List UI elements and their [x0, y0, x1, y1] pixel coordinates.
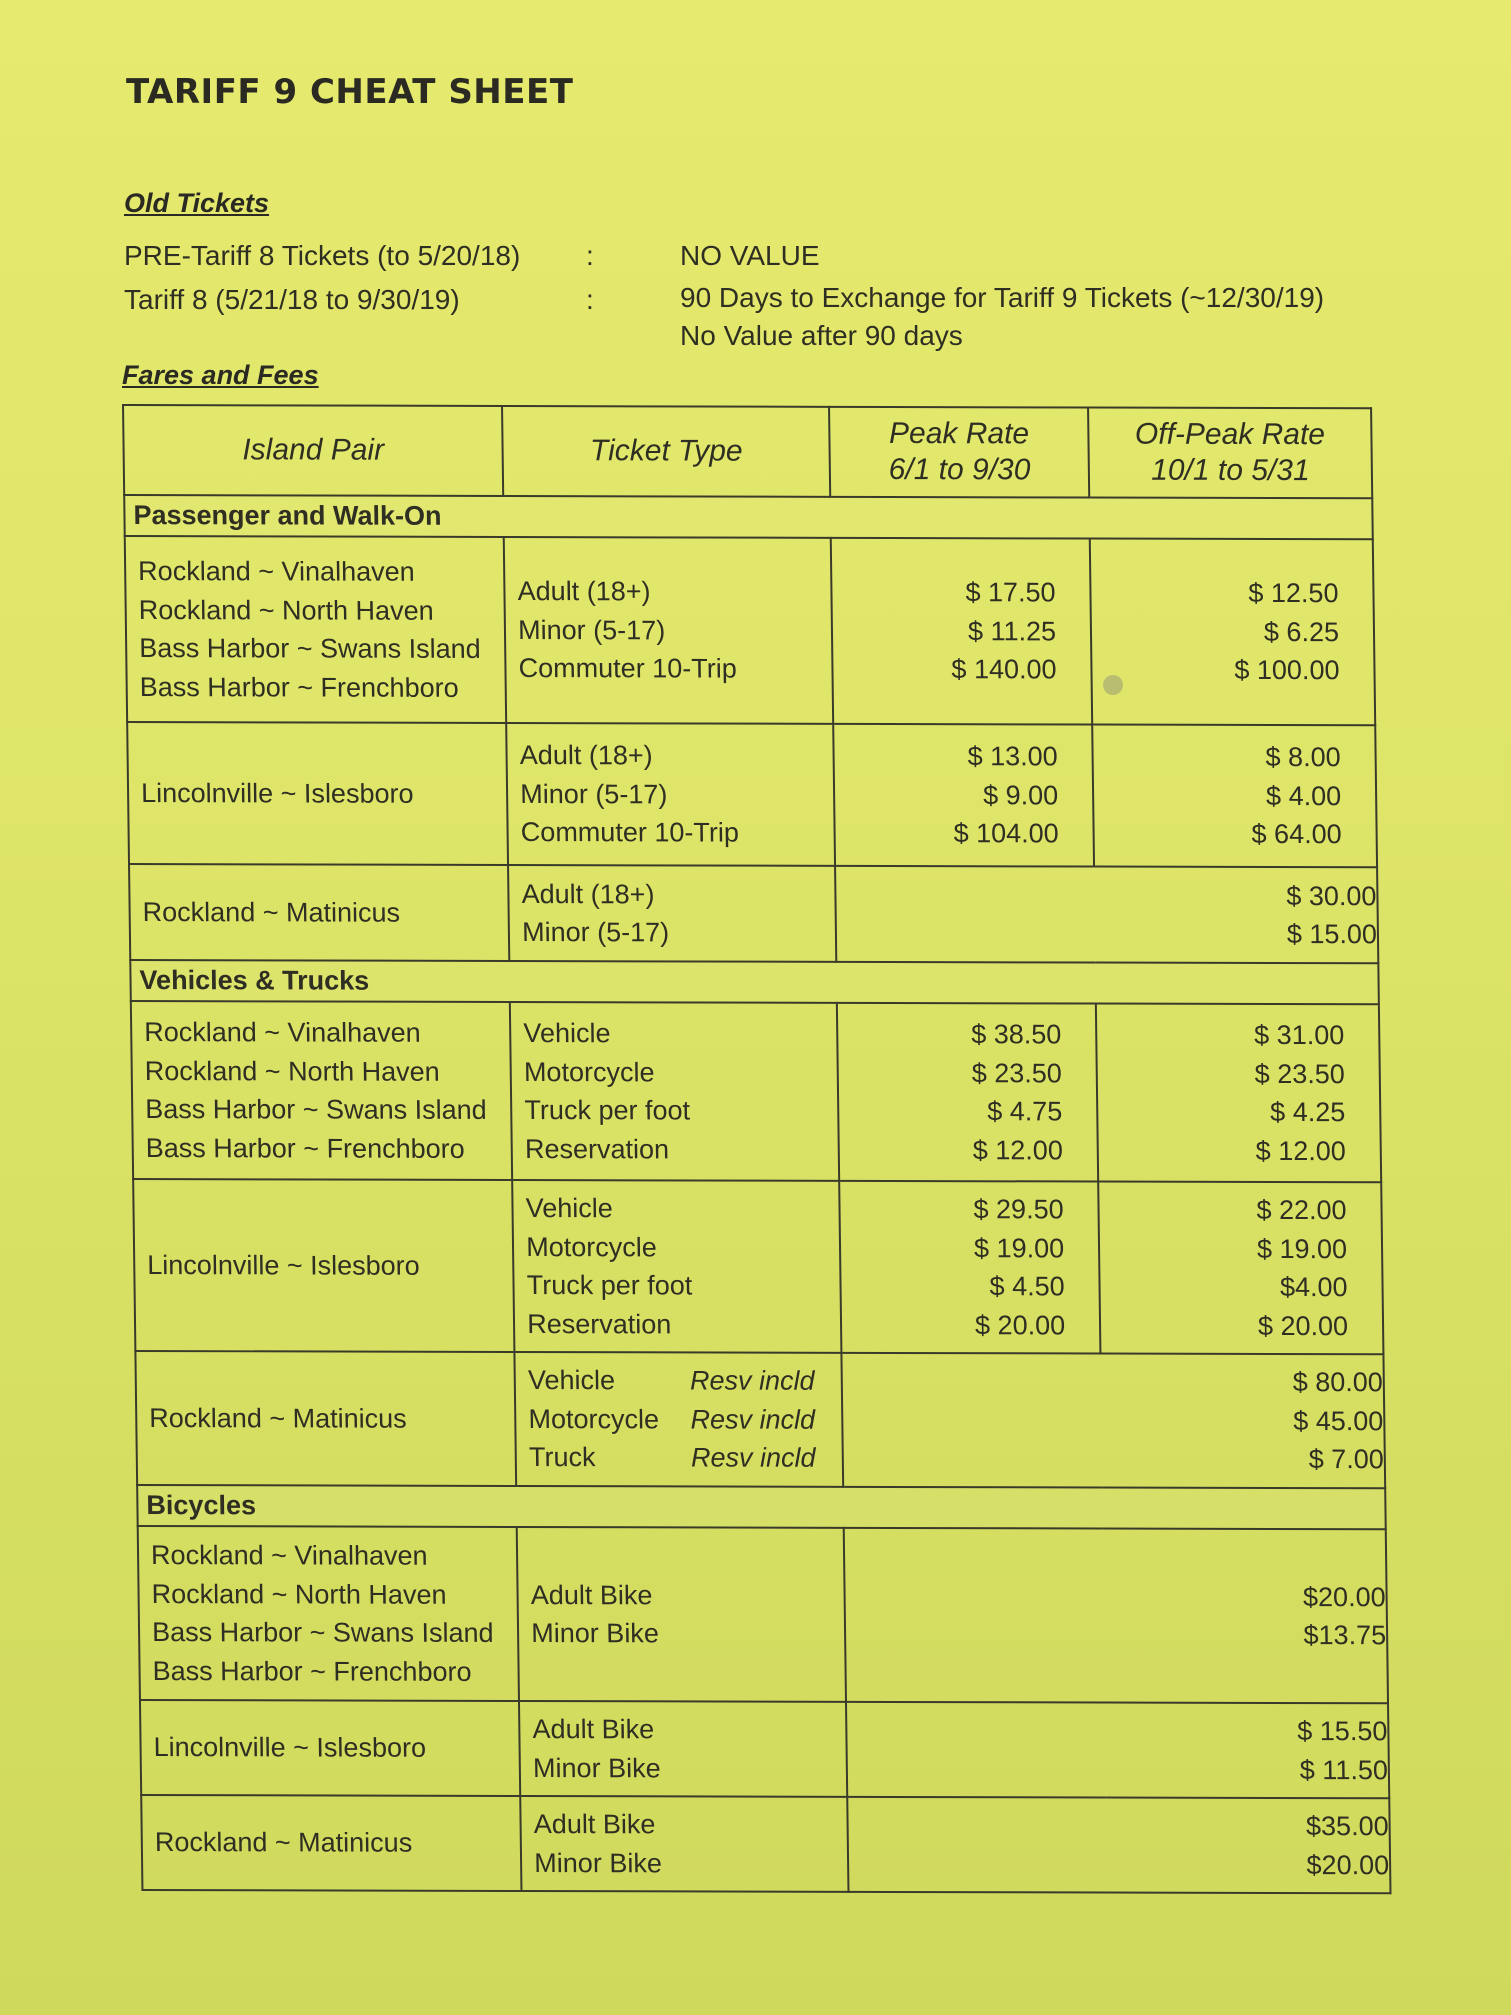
offpeak-rate-cell	[1090, 539, 1375, 726]
ticket-type-cell	[504, 537, 833, 724]
offpeak-rate: $ 12.50	[1248, 578, 1339, 609]
ticket-type-line	[533, 1749, 835, 1788]
offpeak-rate: $ 8.00	[1265, 742, 1341, 773]
ticket-type: Reservation	[527, 1308, 672, 1339]
ticket-type-line	[525, 1189, 827, 1228]
ticket-type-line	[528, 1400, 830, 1439]
island-pair: Rockland ~ Vinalhaven	[144, 1017, 421, 1048]
peak-rate: $ 12.00	[972, 1134, 1064, 1165]
old-ticket-colon: :	[586, 284, 594, 315]
ticket-type-cell	[508, 865, 836, 962]
island-pair: Rockland ~ North Haven	[144, 1055, 440, 1087]
flat-rate-values	[1073, 1363, 1385, 1479]
ticket-type: Adult Bike	[532, 1714, 655, 1745]
page-title: TARIFF 9 CHEAT SHEET	[126, 72, 574, 112]
ticket-type: Commuter 10-Trip	[518, 653, 737, 684]
peak-rate: $ 13.00	[967, 741, 1058, 772]
offpeak-rate-cell	[1098, 1182, 1383, 1355]
island-pair: Lincolnville ~ Islesboro	[140, 777, 414, 809]
island-pair: Rockland ~ Matinicus	[154, 1827, 413, 1858]
ticket-type-cell	[506, 723, 835, 866]
ticket-type-line	[523, 1014, 825, 1053]
ticket-type-line	[528, 1361, 830, 1400]
old-ticket-value: NO VALUE	[680, 240, 820, 271]
group-heading: Passenger and Walk-On	[124, 495, 1373, 539]
peak-rate-cell	[833, 724, 1094, 867]
table-row	[141, 1795, 1390, 1893]
flat-rate: $20.00	[1302, 1581, 1386, 1612]
flat-rate-cell	[844, 1528, 1388, 1703]
ticket-type-line	[531, 1576, 833, 1615]
ticket-type-cell	[510, 1002, 839, 1181]
ticket-type-line	[525, 1130, 827, 1169]
flat-rate-cell	[842, 1353, 1386, 1488]
island-pair-cell	[127, 722, 508, 865]
island-pair-cell	[140, 1700, 520, 1796]
flat-rate-values	[1075, 1577, 1386, 1655]
ticket-type: Truck per foot	[524, 1095, 691, 1126]
island-pair: Lincolnville ~ Islesboro	[153, 1732, 427, 1763]
paper-mark	[1103, 675, 1123, 695]
peak-rate: $ 17.50	[965, 577, 1056, 608]
table-row	[135, 1351, 1385, 1488]
offpeak-rate: $ 12.00	[1255, 1135, 1346, 1166]
header-offpeak-dates: 10/1 to 5/31	[1150, 453, 1310, 488]
island-pair: Rockland ~ North Haven	[151, 1578, 447, 1610]
offpeak-rate: $ 4.25	[1269, 1096, 1346, 1128]
ticket-type: Vehicle	[525, 1193, 614, 1224]
ticket-type: Minor Bike	[531, 1618, 660, 1649]
header-ticket-type: Ticket Type	[502, 406, 830, 497]
reservation-note: Resv incld	[689, 1365, 815, 1397]
island-pair: Bass Harbor ~ Swans Island	[151, 1617, 494, 1648]
peak-rate: $ 4.50	[989, 1271, 1065, 1302]
flat-rate-values	[1066, 876, 1377, 954]
ticket-type: Motorcycle	[528, 1403, 660, 1435]
flat-rate: $ 80.00	[1292, 1367, 1384, 1398]
island-pair: Rockland ~ North Haven	[138, 594, 434, 626]
flat-rate: $ 7.00	[1308, 1444, 1385, 1475]
island-pair: Bass Harbor ~ Frenchboro	[152, 1655, 472, 1687]
ticket-type: Truck	[528, 1442, 596, 1473]
ticket-type: Motorcycle	[526, 1231, 657, 1262]
table-row	[127, 722, 1377, 867]
ticket-type-cell	[519, 1701, 847, 1797]
group-heading: Bicycles	[137, 1485, 1386, 1529]
ticket-type: Minor Bike	[532, 1752, 661, 1783]
table-row	[125, 536, 1375, 725]
offpeak-rate: $4.00	[1279, 1271, 1348, 1303]
ticket-type: Adult (18+)	[519, 740, 653, 771]
flat-rate-cell	[847, 1797, 1390, 1893]
peak-rate: $ 4.75	[987, 1096, 1063, 1127]
group-row	[130, 960, 1379, 1004]
flat-rate: $ 15.00	[1286, 919, 1378, 950]
offpeak-rate-cell	[1092, 725, 1377, 868]
ticket-type-line	[527, 1305, 829, 1344]
island-pair: Bass Harbor ~ Frenchboro	[145, 1132, 465, 1164]
ticket-type-line	[532, 1710, 834, 1749]
offpeak-rate: $ 22.00	[1256, 1194, 1347, 1226]
flat-rate-values	[1078, 1806, 1389, 1884]
ticket-type-cell	[520, 1796, 848, 1892]
ticket-type-line	[524, 1053, 826, 1092]
flat-rate: $ 11.50	[1299, 1754, 1389, 1785]
peak-rate-cell	[839, 1181, 1100, 1354]
fares-heading: Fares and Fees	[122, 360, 319, 390]
table-row	[140, 1700, 1389, 1798]
offpeak-rate: $ 100.00	[1234, 655, 1340, 686]
island-pair-cell	[131, 1001, 513, 1180]
old-tickets-heading: Old Tickets	[124, 188, 270, 218]
fares-table-body	[124, 495, 1390, 1893]
ticket-type-line	[529, 1438, 831, 1477]
table-row	[129, 864, 1378, 963]
offpeak-rate-cell	[1096, 1004, 1381, 1183]
ticket-type: Vehicle	[527, 1365, 616, 1396]
ticket-type: Motorcycle	[523, 1056, 655, 1087]
offpeak-rate: $ 31.00	[1253, 1019, 1345, 1051]
island-pair: Bass Harbor ~ Swans Island	[138, 633, 481, 664]
header-peak-title: Peak Rate	[888, 417, 1030, 451]
island-pair-cell	[135, 1351, 516, 1486]
fares-table	[122, 404, 1392, 1894]
group-heading: Vehicles & Trucks	[130, 960, 1379, 1004]
island-pair-cell	[133, 1179, 514, 1352]
ticket-type: Truck per foot	[526, 1270, 693, 1301]
ticket-type-line	[518, 611, 820, 650]
header-offpeak-rate	[1088, 408, 1372, 499]
peak-rate-cell	[837, 1003, 1098, 1182]
ticket-type: Adult Bike	[530, 1579, 653, 1610]
table-row	[131, 1001, 1381, 1182]
flat-rate: $ 45.00	[1293, 1405, 1384, 1437]
flat-rate-values	[1077, 1711, 1388, 1789]
old-ticket-colon: :	[586, 240, 594, 271]
offpeak-rate: $ 4.00	[1265, 780, 1342, 811]
island-pair: Bass Harbor ~ Swans Island	[145, 1094, 487, 1125]
peak-rate: $ 19.00	[973, 1232, 1065, 1263]
header-peak-rate	[829, 407, 1089, 498]
header-offpeak-title: Off-Peak Rate	[1134, 417, 1326, 452]
ticket-type-line	[520, 736, 822, 775]
peak-rate: $ 9.00	[982, 779, 1059, 811]
reservation-note: Resv incld	[690, 1404, 816, 1435]
ticket-type: Adult (18+)	[521, 878, 655, 909]
header-peak-dates: 6/1 to 9/30	[888, 453, 1031, 487]
peak-rate: $ 11.25	[967, 615, 1057, 647]
header-island-pair: Island Pair	[123, 405, 503, 496]
ticket-type: Reservation	[524, 1133, 670, 1164]
ticket-type-cell	[512, 1180, 841, 1353]
table-row	[133, 1179, 1383, 1354]
ticket-type-line	[521, 875, 823, 914]
island-pair-cell	[141, 1795, 521, 1891]
group-row	[137, 1485, 1386, 1529]
peak-rate: $ 38.50	[971, 1019, 1062, 1050]
ticket-type-line	[520, 775, 822, 814]
peak-rate: $ 29.50	[973, 1194, 1064, 1225]
ticket-type-line	[534, 1844, 836, 1883]
island-pair: Rockland ~ Vinalhaven	[137, 556, 415, 587]
ticket-type-line	[531, 1614, 833, 1653]
peak-rate: $ 23.50	[971, 1057, 1063, 1088]
old-ticket-note: No Value after 90 days	[680, 320, 963, 351]
flat-rate: $ 30.00	[1286, 880, 1377, 911]
ticket-type-line	[534, 1805, 836, 1844]
island-pair: Lincolnville ~ Islesboro	[147, 1249, 420, 1281]
offpeak-rate: $ 19.00	[1256, 1233, 1348, 1264]
ticket-type-cell	[515, 1352, 844, 1487]
offpeak-rate: $ 20.00	[1257, 1310, 1349, 1341]
flat-rate-cell	[846, 1702, 1389, 1798]
old-ticket-label: PRE-Tariff 8 Tickets (to 5/20/18)	[124, 240, 521, 271]
island-pair: Rockland ~ Matinicus	[149, 1402, 407, 1434]
flat-rate: $35.00	[1305, 1811, 1389, 1842]
ticket-type-cell	[517, 1527, 846, 1702]
ticket-type: Commuter 10-Trip	[520, 817, 740, 848]
ticket-type: Minor (5-17)	[520, 778, 668, 810]
ticket-type-line	[526, 1228, 828, 1267]
old-ticket-value: 90 Days to Exchange for Tariff 9 Tickets (~12/30/19)	[680, 282, 1325, 313]
group-row	[124, 495, 1373, 539]
peak-rate: $ 20.00	[974, 1309, 1066, 1340]
ticket-type-line	[518, 649, 820, 688]
peak-rate: $ 140.00	[951, 654, 1057, 685]
ticket-type: Adult (18+)	[517, 576, 651, 607]
table-header-row	[123, 405, 1372, 498]
flat-rate: $ 15.50	[1297, 1716, 1388, 1747]
old-ticket-label: Tariff 8 (5/21/18 to 9/30/19)	[124, 284, 460, 315]
offpeak-rate: $ 6.25	[1263, 616, 1340, 647]
ticket-type-line	[526, 1266, 828, 1305]
island-pair-cell	[138, 1526, 519, 1701]
island-pair: Rockland ~ Matinicus	[142, 896, 401, 928]
ticket-type: Adult Bike	[533, 1809, 656, 1840]
table-row	[138, 1526, 1388, 1703]
reservation-note: Resv incld	[690, 1442, 816, 1474]
ticket-type-line	[522, 913, 824, 952]
island-pair: Bass Harbor ~ Frenchboro	[139, 671, 459, 703]
flat-rate: $13.75	[1303, 1620, 1387, 1651]
flat-rate-cell	[835, 866, 1378, 963]
ticket-type: Minor Bike	[534, 1847, 663, 1878]
ticket-type: Minor (5-17)	[521, 917, 670, 948]
ticket-type: Vehicle	[523, 1018, 611, 1049]
peak-rate-cell	[831, 538, 1092, 725]
offpeak-rate: $ 64.00	[1251, 819, 1342, 850]
island-pair: Rockland ~ Vinalhaven	[150, 1540, 428, 1571]
ticket-type-line	[524, 1091, 826, 1130]
flat-rate: $20.00	[1306, 1849, 1390, 1880]
peak-rate: $ 104.00	[953, 818, 1059, 849]
offpeak-rate: $ 23.50	[1254, 1058, 1345, 1089]
ticket-type-line	[517, 572, 819, 611]
island-pair-cell	[125, 536, 507, 723]
ticket-type: Minor (5-17)	[517, 614, 666, 646]
island-pair-cell	[129, 864, 509, 961]
ticket-type-line	[521, 813, 823, 852]
